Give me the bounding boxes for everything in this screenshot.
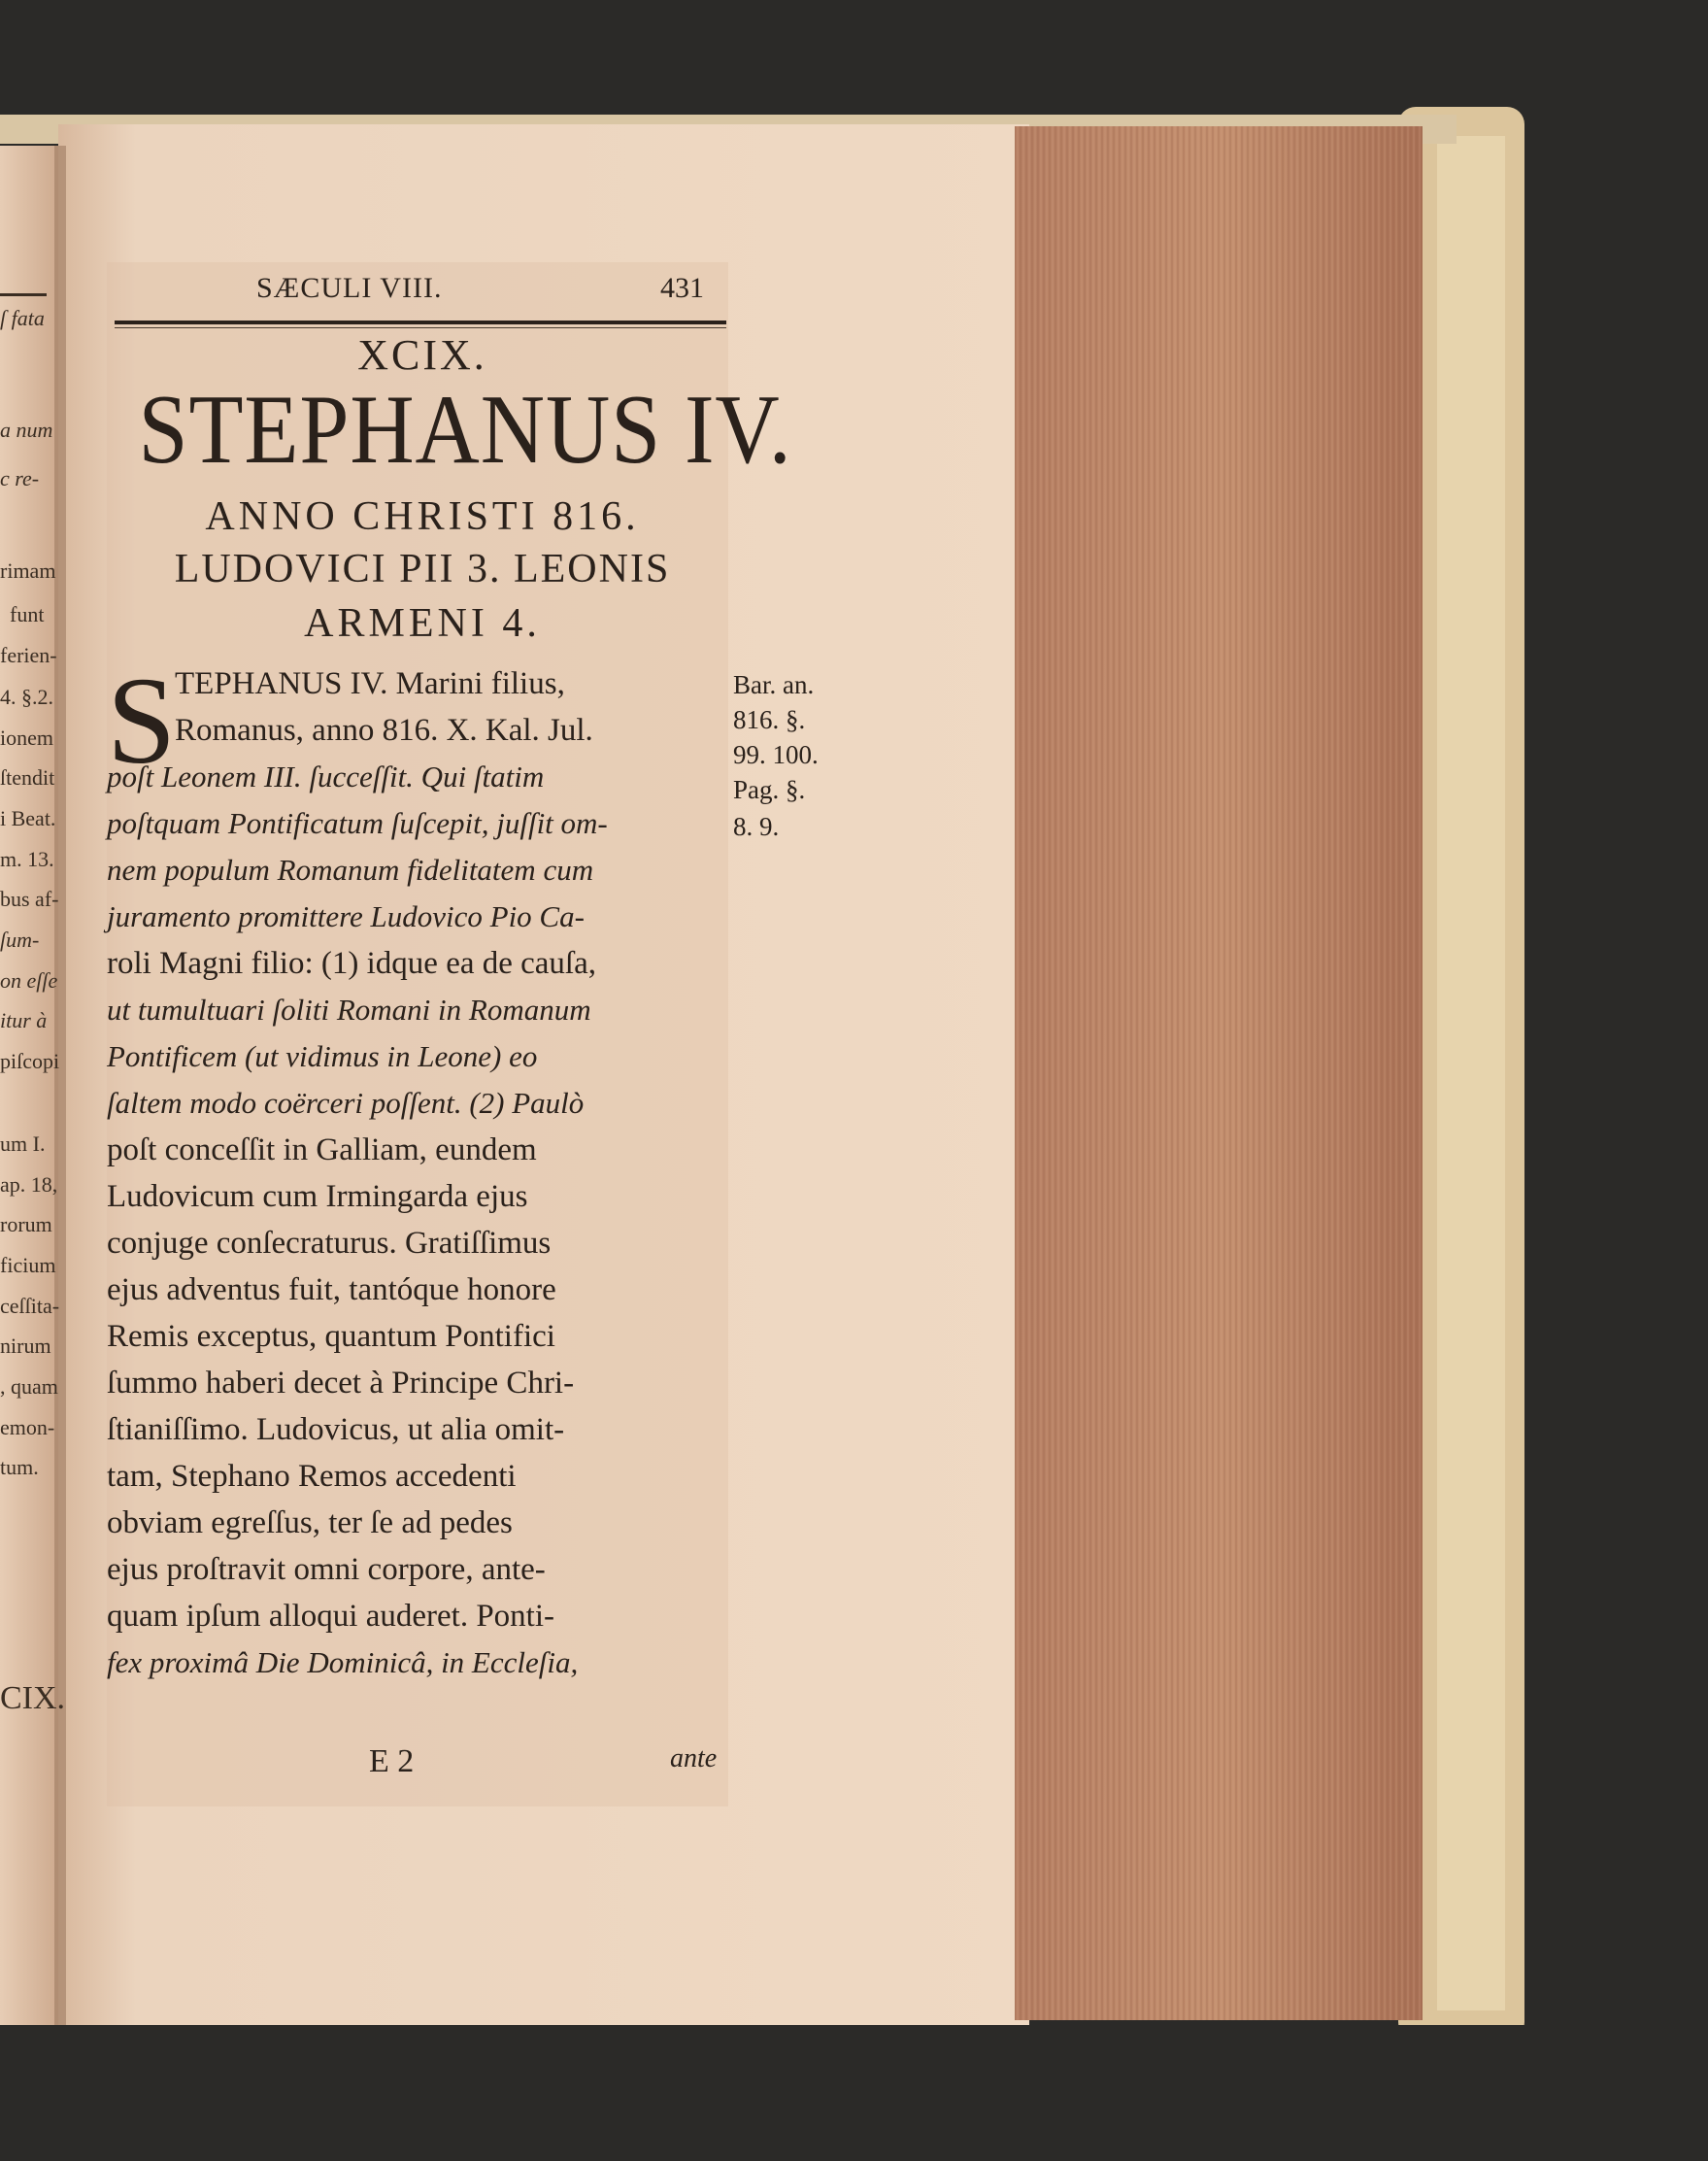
body-line: TEPHANUS IV. Marini filius,	[175, 666, 565, 701]
running-header	[58, 272, 738, 311]
left-line: ſum-	[0, 928, 40, 952]
subhead-reign: LUDOVICI PII 3. LEONIS	[174, 547, 671, 591]
catchword: ante	[670, 1743, 718, 1773]
left-line: rimam	[0, 558, 56, 583]
body-line: nem populum Romanum fidelitatem cum	[107, 853, 594, 887]
left-line: on eſſe	[0, 968, 58, 993]
subhead-reign-cont: ARMENI 4.	[304, 601, 541, 646]
left-line: ſtendit	[0, 765, 55, 790]
body-line: quam ipſum alloqui auderet. Ponti-	[107, 1599, 555, 1634]
body-line: tam, Stephano Remos accedenti	[107, 1459, 517, 1494]
left-line: um I.	[0, 1131, 46, 1156]
left-line: ficium	[0, 1253, 56, 1277]
body-line: poſt conceſſit in Galliam, eundem	[107, 1132, 537, 1167]
left-line: ceſſita-	[0, 1294, 60, 1318]
left-line: tum.	[0, 1455, 39, 1479]
left-line: emon-	[0, 1415, 55, 1439]
body-line: ut tumultuari ſoliti Romani in Romanum	[107, 993, 591, 1027]
left-header-rule	[0, 293, 47, 296]
signature-mark: E 2	[369, 1743, 415, 1779]
right-page-content	[58, 126, 1029, 2020]
chapter-number: XCIX.	[357, 331, 487, 379]
left-line: i Beat.	[0, 806, 56, 830]
left-line: funt	[10, 602, 45, 626]
body-line: ſaltem modo coërceri poſſent. (2) Paulò	[107, 1086, 585, 1120]
left-line: , quam	[0, 1374, 58, 1399]
left-line: a num	[0, 418, 53, 442]
left-line: ap. 18,	[0, 1172, 58, 1197]
header-rule-thin	[115, 327, 726, 328]
margin-note: 99. 100.	[733, 740, 819, 769]
body-line: roli Magni filio: (1) idque ea de cauſa,	[107, 946, 596, 981]
drop-cap: S	[107, 652, 177, 790]
left-page-text	[0, 223, 66, 1826]
left-line: ionem	[0, 726, 53, 750]
fore-edge-striations	[1015, 126, 1423, 2020]
left-line: 4. §.2.	[0, 685, 53, 709]
body-line: poſtquam Pontificatum ſuſcepit, juſſit om-	[107, 806, 608, 840]
margin-note: Pag. §.	[733, 775, 806, 804]
body-line: poſt Leonem III. ſucceſſit. Qui ſtatim	[107, 760, 545, 793]
chapter-title: STEPHANUS IV.	[138, 375, 792, 485]
body-line: fex proximâ Die Dominicâ, in Eccleſia,	[107, 1645, 579, 1679]
body-line: Ludovicum cum Irmingarda ejus	[107, 1179, 528, 1214]
body-line: ſtianiſſimo. Ludovicus, ut alia omit-	[107, 1412, 565, 1447]
left-line: piſcopi	[0, 1049, 60, 1073]
body-line: Remis exceptus, quantum Pontifici	[107, 1319, 555, 1354]
body-line: ejus proſtravit omni corpore, ante-	[107, 1552, 546, 1587]
body-line: obviam egreſſus, ter ſe ad pedes	[107, 1505, 513, 1540]
margin-note: 816. §.	[733, 705, 806, 734]
body-line: ſummo haberi decet à Principe Chri-	[107, 1366, 575, 1401]
left-line: rorum	[0, 1212, 52, 1236]
body-line: Pontificem (ut vidimus in Leone) eo	[107, 1039, 538, 1073]
back-cover-shade	[1437, 136, 1505, 2010]
left-line: nirum	[0, 1334, 51, 1358]
running-title: SÆCULI VIII.	[256, 272, 443, 304]
body-line: conjuge conſecraturus. Gratiſſimus	[107, 1226, 552, 1261]
subhead-year: ANNO CHRISTI 816.	[205, 494, 640, 539]
left-line: ferien-	[0, 643, 57, 667]
left-line: itur à	[0, 1008, 48, 1032]
left-line: bus af-	[0, 887, 59, 911]
margin-note: Bar. an.	[733, 670, 815, 699]
header-rule	[115, 321, 726, 324]
body-line: juramento promittere Ludovico Pio Ca-	[107, 899, 585, 933]
body-line: ejus adventus fuit, tantóque honore	[107, 1272, 556, 1307]
bottom-floor	[0, 2025, 1708, 2161]
left-line: ſ fata	[0, 306, 45, 330]
left-line: m. 13.	[0, 847, 54, 871]
left-line: c re-	[0, 466, 40, 490]
margin-note: 8. 9.	[733, 812, 780, 841]
body-line: Romanus, anno 816. X. Kal. Jul.	[175, 713, 593, 748]
left-line: CIX.	[0, 1680, 66, 1716]
page-number: 431	[660, 272, 704, 304]
